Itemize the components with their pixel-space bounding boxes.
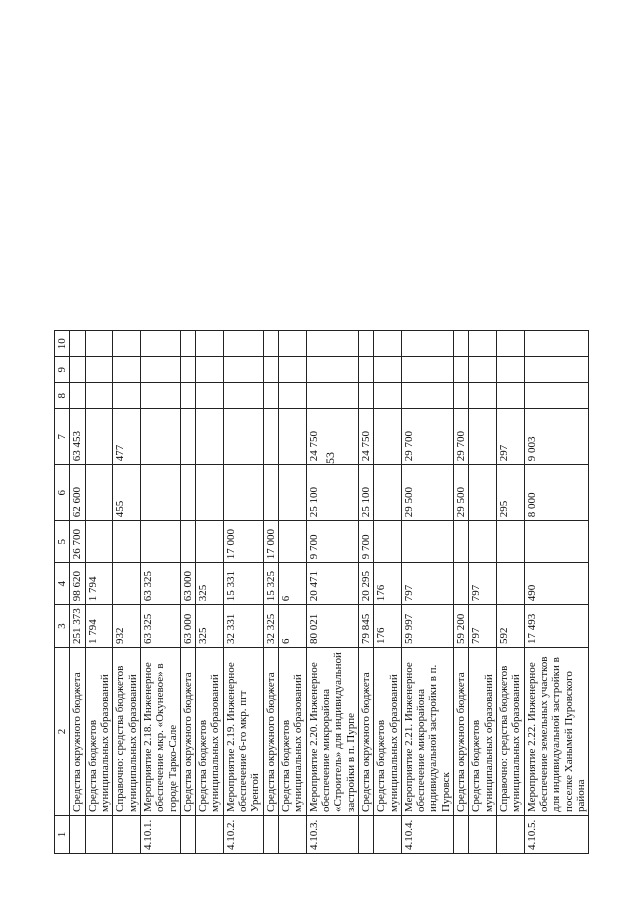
value-cell <box>70 331 85 357</box>
value-cell <box>279 331 307 357</box>
value-cell <box>497 563 525 605</box>
value-cell <box>85 521 113 563</box>
value-cell <box>85 465 113 521</box>
row-number-cell <box>180 816 195 854</box>
value-cell <box>85 383 113 409</box>
value-cell: 29 500 <box>401 465 453 521</box>
value-cell <box>113 521 141 563</box>
value-cell <box>374 331 402 357</box>
table-row <box>113 331 141 854</box>
table-body <box>70 331 589 854</box>
value-cell: 295 <box>497 465 525 521</box>
row-number-cell <box>196 816 224 854</box>
table-row <box>469 331 497 854</box>
column-header: 5 <box>55 521 70 563</box>
value-cell <box>524 521 589 563</box>
description-cell: Справочно: средства бюджетов муниципальных образований <box>497 648 525 816</box>
value-cell <box>196 331 224 357</box>
value-cell: 9 003 <box>524 409 589 465</box>
value-cell: 1 794 <box>85 605 113 648</box>
column-header: 3 <box>55 605 70 648</box>
value-cell <box>374 357 402 383</box>
description-cell: Средства бюджетов муниципальных образований <box>85 648 113 816</box>
value-cell: 63 325 <box>140 605 180 648</box>
value-cell: 297 <box>497 409 525 465</box>
value-cell: 63 325 <box>140 563 180 605</box>
value-cell <box>223 357 263 383</box>
value-cell: 9 700 <box>358 521 373 563</box>
value-cell: 176 <box>374 605 402 648</box>
value-cell <box>306 357 358 383</box>
value-cell <box>469 465 497 521</box>
row-number-cell: 4.10.2. <box>223 816 263 854</box>
value-cell <box>454 563 469 605</box>
value-cell: 29 700 <box>401 409 453 465</box>
value-cell: 6 <box>279 605 307 648</box>
table-row <box>263 331 278 854</box>
value-cell <box>180 465 195 521</box>
value-cell <box>196 409 224 465</box>
value-cell <box>279 521 307 563</box>
value-cell <box>70 357 85 383</box>
value-cell: 32 331 <box>223 605 263 648</box>
value-cell: 80 021 <box>306 605 358 648</box>
row-number-cell: 4.10.4. <box>401 816 453 854</box>
value-cell <box>306 331 358 357</box>
value-cell: 59 200 <box>454 605 469 648</box>
value-cell <box>263 383 278 409</box>
row-number-cell <box>85 816 113 854</box>
value-cell: 490 <box>524 563 589 605</box>
table-row <box>70 331 85 854</box>
value-cell <box>113 563 141 605</box>
value-cell: 325 <box>196 605 224 648</box>
table-row <box>180 331 195 854</box>
header-row <box>55 331 70 854</box>
row-number-cell: 4.10.5. <box>524 816 589 854</box>
value-cell <box>70 383 85 409</box>
value-cell: 932 <box>113 605 141 648</box>
row-number-cell <box>454 816 469 854</box>
description-cell: Мероприятие 2.18. Инженерное обеспечение мкр. «Окуневое» в городе Тарко-Сале <box>140 648 180 816</box>
value-cell <box>140 465 180 521</box>
value-cell: 63 000 <box>180 605 195 648</box>
value-cell: 20 471 <box>306 563 358 605</box>
value-cell: 29 700 <box>454 409 469 465</box>
value-cell <box>263 409 278 465</box>
value-cell <box>454 383 469 409</box>
column-header: 2 <box>55 648 70 816</box>
table-row <box>374 331 402 854</box>
value-cell <box>223 331 263 357</box>
row-number-cell: 4.10.1. <box>140 816 180 854</box>
value-cell: 26 700 <box>70 521 85 563</box>
table-row <box>85 331 113 854</box>
row-number-cell <box>113 816 141 854</box>
value-cell: 251 373 <box>70 605 85 648</box>
value-cell: 25 100 <box>306 465 358 521</box>
value-cell <box>113 383 141 409</box>
table-row <box>358 331 373 854</box>
value-cell: 797 <box>401 563 453 605</box>
value-cell <box>180 331 195 357</box>
value-cell: 29 500 <box>454 465 469 521</box>
value-cell <box>140 521 180 563</box>
value-cell <box>223 409 263 465</box>
column-header: 8 <box>55 383 70 409</box>
value-cell <box>113 331 141 357</box>
value-cell: 797 <box>469 605 497 648</box>
value-cell: 79 845 <box>358 605 373 648</box>
column-header: 7 <box>55 409 70 465</box>
value-cell <box>469 409 497 465</box>
value-cell <box>374 521 402 563</box>
row-number-cell <box>263 816 278 854</box>
value-cell: 25 100 <box>358 465 373 521</box>
value-cell <box>497 383 525 409</box>
value-cell <box>196 521 224 563</box>
value-cell <box>85 357 113 383</box>
value-cell <box>524 357 589 383</box>
value-cell <box>85 409 113 465</box>
value-cell <box>263 465 278 521</box>
description-cell: Мероприятие 2.20. Инженерное обеспечение микрорайона «Строитель» для индивидуальной застройки в п. Пурпе <box>306 648 358 816</box>
value-cell <box>358 331 373 357</box>
table-row <box>223 331 263 854</box>
value-cell: 9 700 <box>306 521 358 563</box>
value-cell: 6 <box>279 563 307 605</box>
value-cell <box>454 521 469 563</box>
description-cell: Средства окружного бюджета <box>263 648 278 816</box>
value-cell: 63 000 <box>180 563 195 605</box>
column-header: 6 <box>55 465 70 521</box>
column-header: 9 <box>55 357 70 383</box>
description-cell: Мероприятие 2.21. Инженерное обеспечение микрорайона индивидуальной застройки в п. Пуровск <box>401 648 453 816</box>
value-cell <box>113 357 141 383</box>
value-cell <box>140 409 180 465</box>
value-cell: 176 <box>374 563 402 605</box>
value-cell <box>401 357 453 383</box>
value-cell <box>524 331 589 357</box>
value-cell <box>85 331 113 357</box>
value-cell <box>524 383 589 409</box>
value-cell <box>469 357 497 383</box>
table-row <box>306 331 358 854</box>
value-cell <box>401 521 453 563</box>
row-number-cell <box>358 816 373 854</box>
description-cell: Средства окружного бюджета <box>454 648 469 816</box>
value-cell <box>469 331 497 357</box>
page-number: 53 <box>323 452 337 464</box>
value-cell: 17 000 <box>263 521 278 563</box>
value-cell: 797 <box>469 563 497 605</box>
value-cell: 1 794 <box>85 563 113 605</box>
value-cell: 455 <box>113 465 141 521</box>
value-cell <box>279 409 307 465</box>
column-header: 1 <box>55 816 70 854</box>
description-cell: Справочно: средства бюджетов муниципальных образований <box>113 648 141 816</box>
value-cell: 24 750 <box>306 409 358 465</box>
value-cell: 62 600 <box>70 465 85 521</box>
value-cell <box>469 521 497 563</box>
value-cell <box>454 357 469 383</box>
row-number-cell <box>70 816 85 854</box>
table-row <box>454 331 469 854</box>
value-cell <box>196 357 224 383</box>
value-cell <box>358 383 373 409</box>
value-cell <box>401 383 453 409</box>
row-number-cell: 4.10.3. <box>306 816 358 854</box>
value-cell <box>180 409 195 465</box>
value-cell <box>196 465 224 521</box>
description-cell: Средства бюджетов муниципальных образований <box>374 648 402 816</box>
column-header: 4 <box>55 563 70 605</box>
description-cell: Мероприятие 2.19. Инженерное обеспечение 6-го мкр. пгт Уренгой <box>223 648 263 816</box>
column-header: 10 <box>55 331 70 357</box>
value-cell: 325 <box>196 563 224 605</box>
value-cell <box>140 383 180 409</box>
value-cell: 63 453 <box>70 409 85 465</box>
value-cell <box>223 383 263 409</box>
value-cell: 17 493 <box>524 605 589 648</box>
value-cell <box>374 383 402 409</box>
table-row <box>196 331 224 854</box>
value-cell <box>279 465 307 521</box>
value-cell: 477 <box>113 409 141 465</box>
value-cell <box>180 383 195 409</box>
value-cell <box>306 383 358 409</box>
value-cell <box>263 331 278 357</box>
value-cell <box>374 465 402 521</box>
value-cell: 32 325 <box>263 605 278 648</box>
value-cell: 59 997 <box>401 605 453 648</box>
value-cell <box>279 383 307 409</box>
value-cell <box>374 409 402 465</box>
value-cell <box>497 521 525 563</box>
description-cell: Мероприятие 2.22. Инженерное обеспечение земельных участков для индивидуальной застройки в поселке Ханымей Пуровского района <box>524 648 589 816</box>
description-cell: Средства окружного бюджета <box>70 648 85 816</box>
value-cell: 8 000 <box>524 465 589 521</box>
value-cell <box>180 521 195 563</box>
value-cell <box>497 331 525 357</box>
row-number-cell <box>469 816 497 854</box>
value-cell: 592 <box>497 605 525 648</box>
description-cell: Средства окружного бюджета <box>358 648 373 816</box>
table-row <box>524 331 589 854</box>
row-number-cell <box>279 816 307 854</box>
value-cell <box>401 331 453 357</box>
value-cell: 98 620 <box>70 563 85 605</box>
value-cell <box>140 357 180 383</box>
value-cell <box>497 357 525 383</box>
value-cell <box>469 383 497 409</box>
value-cell <box>140 331 180 357</box>
description-cell: Средства бюджетов муниципальных образований <box>469 648 497 816</box>
table-row <box>401 331 453 854</box>
value-cell: 15 331 <box>223 563 263 605</box>
value-cell: 15 325 <box>263 563 278 605</box>
value-cell <box>279 357 307 383</box>
table-row <box>140 331 180 854</box>
row-number-cell <box>374 816 402 854</box>
description-cell: Средства бюджетов муниципальных образований <box>279 648 307 816</box>
budget-table <box>54 330 589 854</box>
value-cell <box>263 357 278 383</box>
value-cell <box>180 357 195 383</box>
description-cell: Средства окружного бюджета <box>180 648 195 816</box>
table-row <box>497 331 525 854</box>
value-cell <box>196 383 224 409</box>
value-cell <box>358 357 373 383</box>
value-cell: 20 295 <box>358 563 373 605</box>
value-cell <box>223 465 263 521</box>
table-row <box>279 331 307 854</box>
value-cell: 24 750 <box>358 409 373 465</box>
description-cell: Средства бюджетов муниципальных образований <box>196 648 224 816</box>
value-cell <box>454 331 469 357</box>
value-cell: 17 000 <box>223 521 263 563</box>
row-number-cell <box>497 816 525 854</box>
